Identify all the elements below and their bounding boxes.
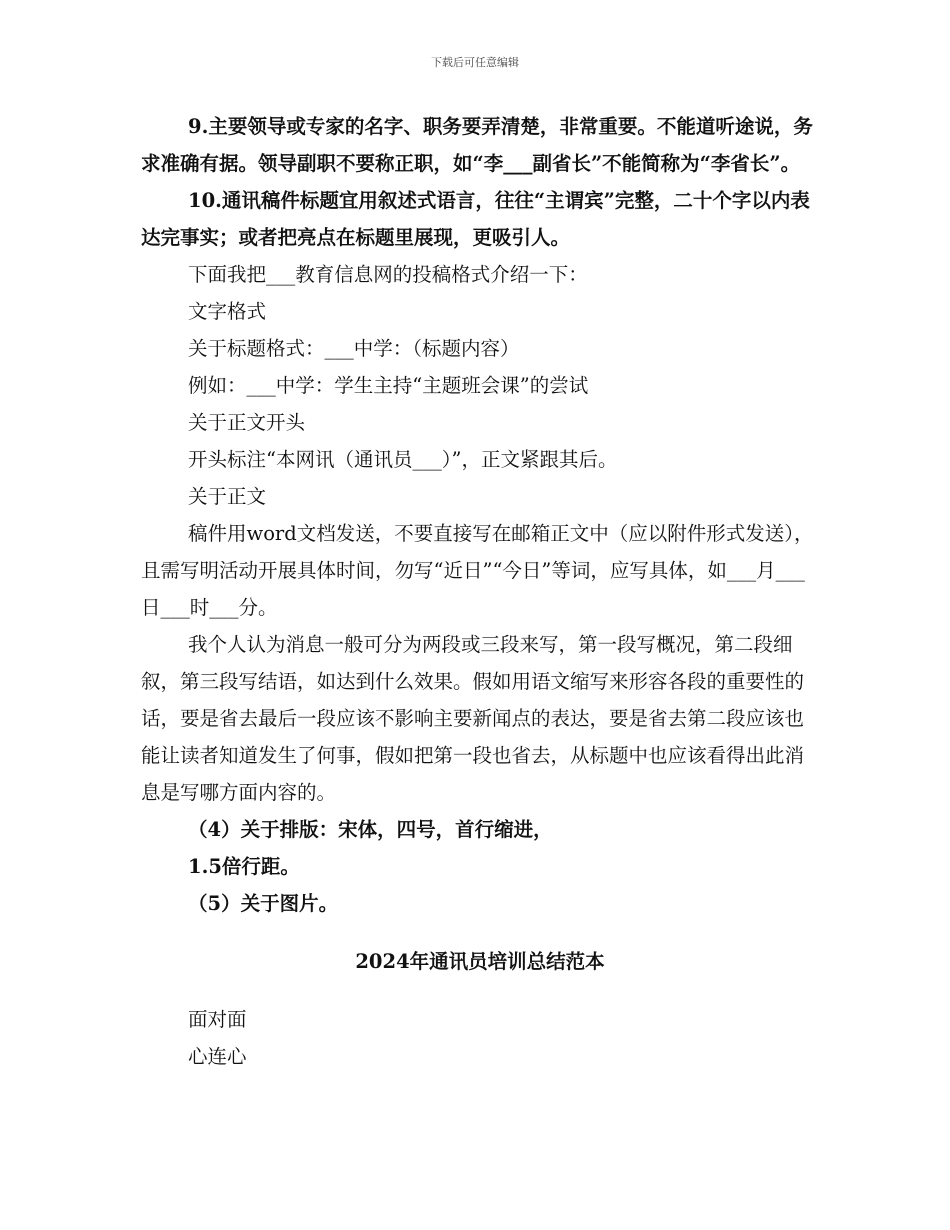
paragraph-intro: 下面我把___教育信息网的投稿格式介绍一下： <box>188 263 588 286</box>
paragraph-item-9: 9.主要领导或专家的名字、职务要弄清楚，非常重要。不能道听途说，务求准确有据。领导副职不要称正职，如“李___副省长”不能简称为“李省长”。 <box>141 115 813 175</box>
paragraph-body-heading: 关于正文 <box>188 485 267 508</box>
paragraph-images: （5）关于图片。 <box>188 892 339 915</box>
paragraph-title-format: 关于标题格式：___中学：（标题内容） <box>188 337 520 360</box>
paragraph-example: 例如：___中学：学生主持“主题班会课”的尝试 <box>188 374 589 397</box>
paragraph-body-instructions: 稿件用word文档发送，不要直接写在邮箱正文中（应以附件形式发送），且需写明活动开展具体时间，勿写“近日”“今日”等词，应写具体，如___月___日___时___分。 <box>141 522 814 619</box>
paragraph-layout: （4）关于排版：宋体，四号，首行缩进， <box>188 818 553 841</box>
paragraph-text-format: 文字格式 <box>188 300 267 323</box>
paragraph-item-10: 10.通讯稿件标题宜用叙述式语言，往往“主谓宾”完整，二十个字以内表达完事实；或者把亮点在标题里展现，更吸引人。 <box>141 189 810 249</box>
paragraph-line-spacing: 1.5倍行距。 <box>188 855 300 878</box>
paragraph-heart-to-heart: 心连心 <box>188 1045 247 1068</box>
document-body <box>141 108 819 1075</box>
section-title: 2024年通讯员培训总结范本 <box>355 950 605 973</box>
paragraph-body-opening: 开头标注“本网讯（通讯员___）”，正文紧跟其后。 <box>188 448 618 471</box>
paragraph-face-to-face: 面对面 <box>188 1008 247 1031</box>
paragraph-opinion: 我个人认为消息一般可分为两段或三段来写，第一段写概况，第二段细叙，第三段写结语，如达到什么效果。假如用语文缩写来形容各段的重要性的话，要是省去最后一段应该不影响主要新闻点的表达，要是省去第二段应该也能让读者知道发生了何事，假如把第一段也省去，从标题中也应该看得出此消息是写哪方面内容的。 <box>141 633 805 804</box>
paragraph-body-opening-heading: 关于正文开头 <box>188 411 306 434</box>
page-header: 下载后可任意编辑 <box>431 56 519 69</box>
